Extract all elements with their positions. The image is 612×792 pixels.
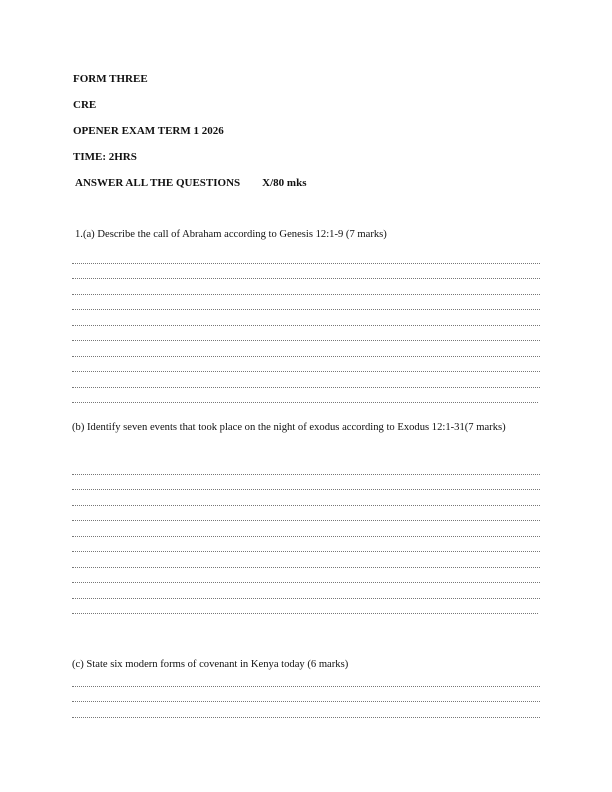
subject-heading: CRE: [73, 99, 97, 111]
answer-line[interactable]: [72, 583, 540, 599]
exam-title: OPENER EXAM TERM 1 2026: [73, 125, 224, 137]
answer-lines-1b: [72, 459, 540, 614]
answer-line[interactable]: [72, 702, 540, 718]
answer-line[interactable]: [72, 599, 538, 615]
answer-line[interactable]: [72, 264, 540, 280]
answer-line[interactable]: [72, 687, 540, 703]
instruction-heading: [75, 177, 306, 189]
answer-lines-1c: [72, 671, 540, 718]
answer-lines-1a: [72, 248, 540, 403]
answer-line[interactable]: [72, 537, 540, 553]
answer-line[interactable]: [72, 506, 540, 522]
question-1b: (b) Identify seven events that took place on the night of exodus according to Exodus 12:1-31(7 marks): [72, 422, 506, 433]
answer-line[interactable]: [72, 521, 540, 537]
question-1c: (c) State six modern forms of covenant in Kenya today (6 marks): [72, 659, 349, 670]
answer-line[interactable]: [72, 310, 540, 326]
time-heading: TIME: 2HRS: [73, 151, 137, 163]
question-1a: 1.(a) Describe the call of Abraham according to Genesis 12:1-9 (7 marks): [75, 229, 387, 240]
answer-line[interactable]: [72, 295, 540, 311]
answer-line[interactable]: [72, 475, 540, 491]
answer-line[interactable]: [72, 490, 540, 506]
answer-line[interactable]: [72, 552, 540, 568]
answer-line[interactable]: [72, 341, 540, 357]
answer-line[interactable]: [72, 671, 540, 687]
answer-line[interactable]: [72, 459, 540, 475]
answer-line[interactable]: [72, 388, 538, 404]
total-marks: X/80 mks: [262, 177, 307, 189]
answer-line[interactable]: [72, 279, 540, 295]
answer-line[interactable]: [72, 568, 540, 584]
answer-line[interactable]: [72, 326, 540, 342]
answer-line[interactable]: [72, 372, 540, 388]
answer-line[interactable]: [72, 248, 540, 264]
answer-line[interactable]: [72, 357, 540, 373]
form-heading: FORM THREE: [73, 73, 148, 85]
instruction-text: ANSWER ALL THE QUESTIONS: [75, 177, 241, 189]
